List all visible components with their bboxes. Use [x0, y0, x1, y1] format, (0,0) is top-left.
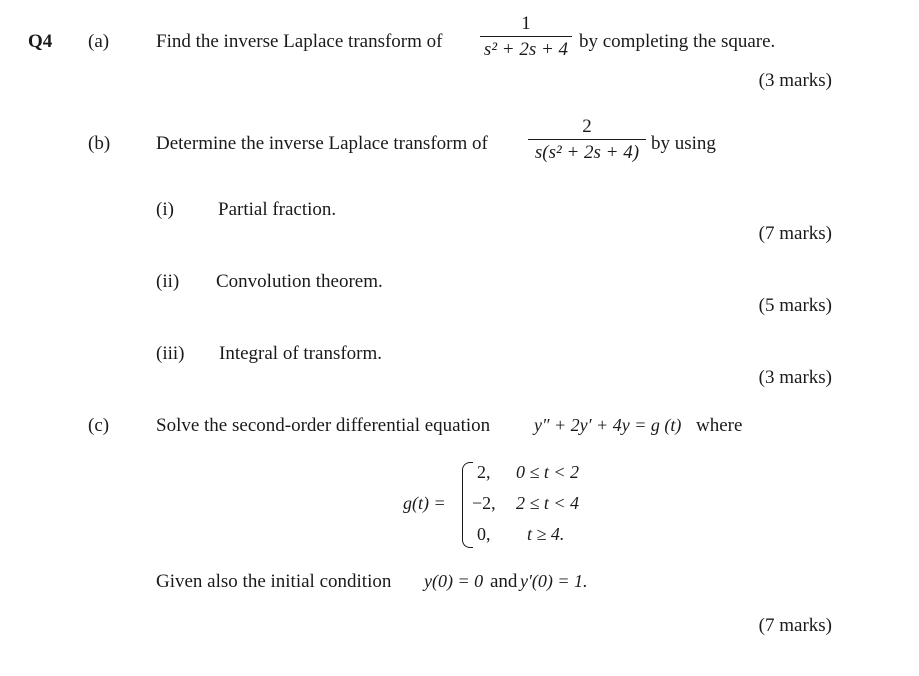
subpart-i-marks: (7 marks) [758, 223, 832, 244]
part-c-marks: (7 marks) [758, 615, 832, 636]
part-b-after-text: by using [651, 133, 716, 154]
case-2-value: −2, [472, 493, 496, 513]
part-a-fraction-denominator: s² + 2s + 4 [483, 39, 569, 60]
part-c-text: Solve the second-order differential equation [156, 415, 491, 436]
initial-condition-text: Given also the initial condition [156, 571, 392, 592]
part-a-text: Find the inverse Laplace transform of [156, 31, 443, 52]
subpart-ii-marks: (5 marks) [758, 295, 832, 316]
piecewise-lhs: g(t) = [403, 493, 446, 513]
initial-condition-2: y′(0) = 1. [520, 571, 588, 591]
subpart-iii-text: Integral of transform. [219, 343, 383, 364]
part-c-label: (c) [88, 415, 110, 436]
subpart-ii-label: (ii) [156, 271, 180, 292]
part-b-fraction-denominator: s(s² + 2s + 4) [534, 142, 640, 163]
part-a-fraction-numerator: 1 [521, 13, 531, 34]
case-1-value: 2, [477, 462, 491, 482]
part-a-fraction [480, 13, 572, 61]
case-1-condition: 0 ≤ t < 2 [516, 462, 580, 482]
part-a-after-text: by completing the square. [579, 31, 776, 52]
part-b-label: (b) [88, 133, 111, 154]
part-b-fraction-numerator: 2 [582, 116, 592, 137]
case-2-condition: 2 ≤ t < 4 [516, 493, 580, 513]
fraction-bar [480, 36, 572, 37]
subpart-i-text: Partial fraction. [218, 199, 337, 220]
part-b-text: Determine the inverse Laplace transform of [156, 133, 488, 154]
part-b-fraction [528, 116, 646, 164]
case-3-value: 0, [477, 524, 491, 544]
initial-condition-and: and [490, 571, 518, 592]
differential-equation: y″ + 2y′ + 4y = g (t) [534, 415, 682, 435]
subpart-ii-text: Convolution theorem. [216, 271, 383, 292]
case-3-condition: t ≥ 4. [527, 524, 565, 544]
question-number: Q4 [28, 31, 53, 52]
subpart-i-label: (i) [156, 199, 174, 220]
part-c-where: where [696, 415, 743, 436]
subpart-iii-label: (iii) [156, 343, 185, 364]
fraction-bar [528, 139, 646, 140]
part-a-label: (a) [88, 31, 110, 52]
initial-condition-1: y(0) = 0 [424, 571, 484, 591]
part-a-marks: (3 marks) [758, 70, 832, 91]
subpart-iii-marks: (3 marks) [758, 367, 832, 388]
